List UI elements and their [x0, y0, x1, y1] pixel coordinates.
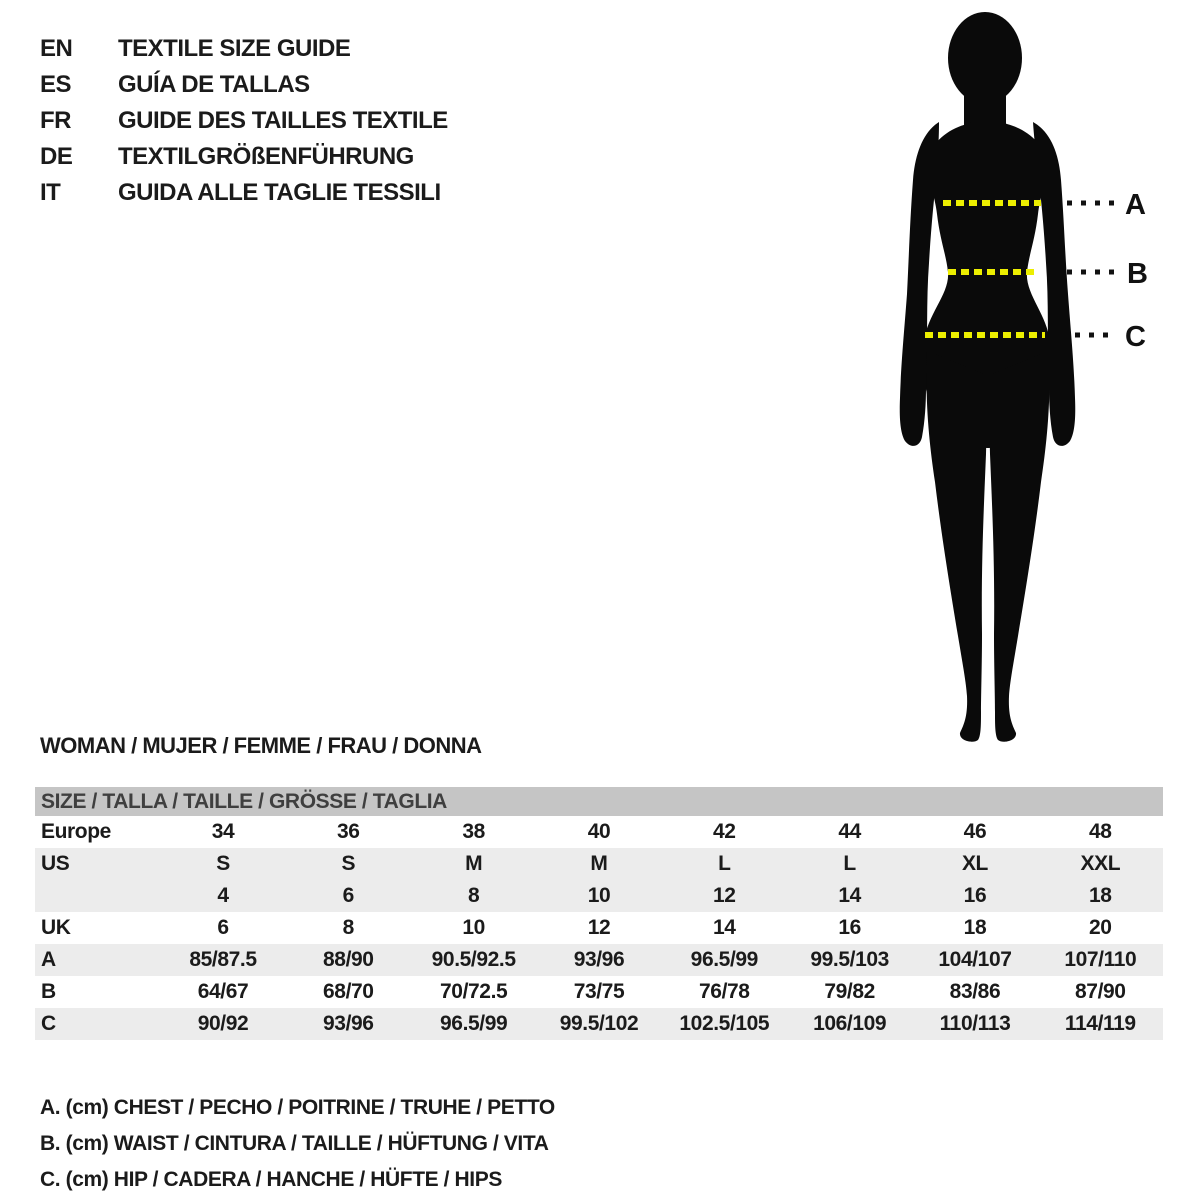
row-label: A: [41, 948, 56, 971]
size-cell: 79/82: [824, 980, 875, 1003]
size-cell: 12: [713, 884, 736, 907]
size-cell: 14: [838, 884, 861, 907]
size-cell: XXL: [1080, 852, 1121, 875]
size-cell: 68/70: [323, 980, 374, 1003]
language-guide-list: [40, 31, 448, 211]
size-cell: 99.5/103: [810, 948, 889, 971]
row-label: UK: [41, 916, 71, 939]
table-row: [35, 880, 1163, 912]
size-cell: 48: [1089, 820, 1112, 843]
table-row: [35, 816, 1163, 848]
size-cell: 107/110: [1064, 948, 1137, 971]
language-row: [40, 175, 448, 211]
language-label: GUIDE DES TAILLES TEXTILE: [118, 107, 448, 134]
size-cell: L: [843, 852, 856, 875]
measure-label-chest: A: [1125, 189, 1146, 221]
size-cell: 87/90: [1075, 980, 1126, 1003]
size-cell: M: [590, 852, 608, 875]
size-cell: 18: [963, 916, 987, 939]
language-code: FR: [40, 107, 71, 134]
size-cell: 76/78: [699, 980, 750, 1003]
size-cell: 83/86: [949, 980, 1001, 1003]
row-label: C: [41, 1012, 56, 1035]
language-code: ES: [40, 71, 72, 98]
size-table: [35, 787, 1163, 1040]
size-cell: 70/72.5: [440, 980, 508, 1003]
measurement-footnotes: [40, 1090, 555, 1198]
size-cell: 10: [587, 884, 611, 907]
language-row: [40, 139, 448, 175]
size-cell: 114/119: [1064, 1012, 1136, 1035]
size-cell: S: [341, 852, 356, 875]
size-cell: 4: [217, 884, 229, 907]
row-label: Europe: [41, 820, 111, 843]
size-cell: 104/107: [938, 948, 1012, 971]
language-code: DE: [40, 143, 73, 170]
size-cell: 16: [838, 916, 861, 939]
table-row: [35, 912, 1163, 944]
size-cell: 14: [713, 916, 736, 939]
footnote-line: B. (cm) WAIST / CINTURA / TAILLE / HÜFTUNG / VITA: [40, 1132, 549, 1155]
size-cell: 93/96: [573, 948, 625, 971]
table-row: [35, 976, 1163, 1008]
size-cell: 90/92: [197, 1012, 249, 1035]
footnote-line: C. (cm) HIP / CADERA / HANCHE / HÜFTE / HIPS: [40, 1168, 502, 1191]
woman-silhouette-icon: [900, 12, 1076, 742]
size-cell: 6: [342, 884, 354, 907]
size-cell: 106/109: [813, 1012, 887, 1035]
table-row: [35, 1008, 1163, 1040]
size-cell: 73/75: [573, 980, 625, 1003]
size-cell: 10: [462, 916, 485, 939]
size-cell: 36: [337, 820, 360, 843]
size-cell: 12: [587, 916, 611, 939]
table-header-label: SIZE / TALLA / TAILLE / GRÖSSE / TAGLIA: [35, 787, 1163, 816]
size-cell: 64/67: [197, 980, 249, 1003]
language-label: TEXTILE SIZE GUIDE: [118, 35, 351, 62]
size-cell: 110/113: [939, 1012, 1011, 1035]
section-title: WOMAN / MUJER / FEMME / FRAU / DONNA: [40, 733, 482, 758]
table-row: [35, 848, 1163, 880]
size-cell: 38: [462, 820, 485, 843]
size-cell: 40: [587, 820, 611, 843]
size-cell: 18: [1089, 884, 1112, 907]
size-cell: 34: [211, 820, 235, 843]
size-cell: 90.5/92.5: [431, 948, 516, 971]
row-label: [35, 880, 160, 912]
size-cell: 20: [1089, 916, 1112, 939]
size-cell: 102.5/105: [679, 1012, 770, 1035]
language-row: [40, 103, 448, 139]
size-cell: 93/96: [323, 1012, 374, 1035]
language-label: GUÍA DE TALLAS: [118, 71, 310, 98]
language-label: GUIDA ALLE TAGLIE TESSILI: [118, 179, 441, 206]
language-row: [40, 67, 448, 103]
size-cell: 85/87.5: [189, 948, 257, 971]
size-cell: 96.5/99: [690, 948, 758, 971]
language-code: IT: [40, 179, 61, 206]
size-cell: 16: [963, 884, 987, 907]
measure-label-waist: B: [1127, 258, 1148, 290]
footnote-line: A. (cm) CHEST / PECHO / POITRINE / TRUHE / PETTO: [40, 1096, 555, 1119]
language-label: TEXTILGRÖßENFÜHRUNG: [118, 143, 414, 170]
size-cell: 96.5/99: [440, 1012, 508, 1035]
size-cell: 99.5/102: [559, 1012, 639, 1035]
size-cell: L: [718, 852, 731, 875]
size-cell: 88/90: [323, 948, 374, 971]
size-cell: M: [465, 852, 483, 875]
size-cell: 6: [217, 916, 229, 939]
language-row: [40, 31, 448, 67]
size-cell: S: [216, 852, 230, 875]
size-cell: 8: [468, 884, 480, 907]
size-cell: XL: [961, 852, 988, 875]
measurement-figure: [875, 2, 1165, 747]
size-cell: 42: [713, 820, 736, 843]
row-label: US: [41, 852, 70, 875]
table-row: [35, 944, 1163, 976]
size-cell: 8: [342, 916, 354, 939]
language-code: EN: [40, 35, 73, 62]
size-cell: 44: [838, 820, 861, 843]
row-label: B: [41, 980, 56, 1003]
measure-label-hip: C: [1125, 321, 1146, 353]
size-cell: 46: [963, 820, 987, 843]
table-header-row: [35, 787, 1163, 816]
